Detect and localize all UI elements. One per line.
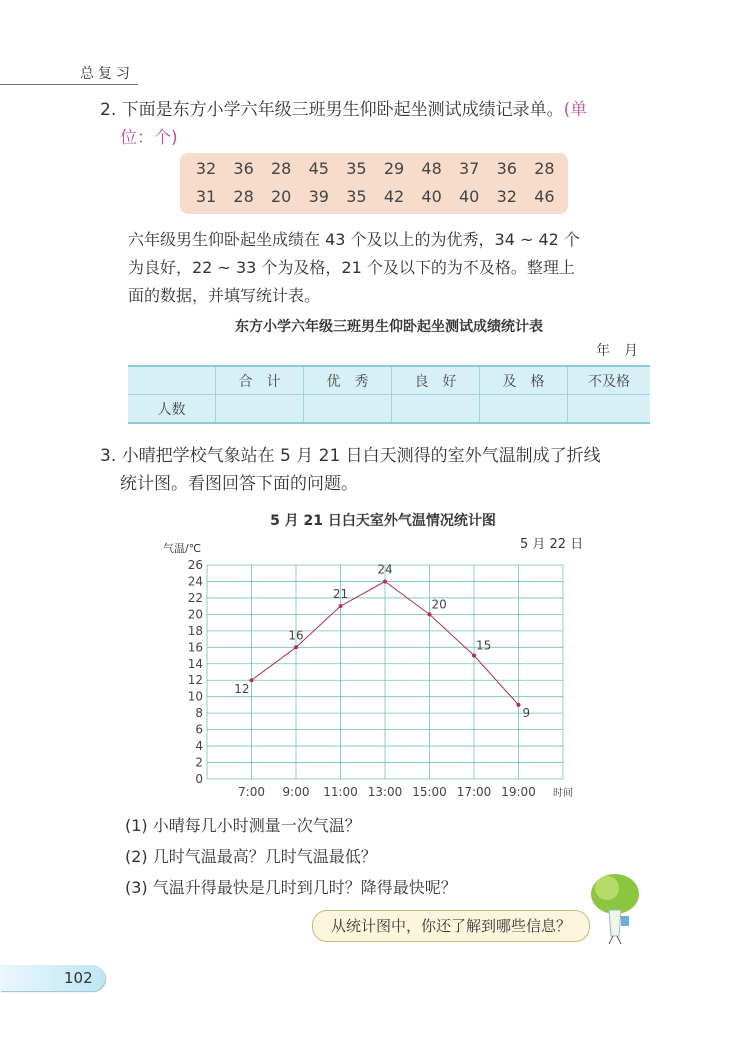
row-label: 人数 [128,395,216,424]
question-2: (2) 几时气温最高？几时气温最低？ [125,847,377,866]
q2-unit: (单 [563,100,588,120]
question-1: (1) 小晴每几小时测量一次气温？ [125,816,361,835]
header-divider [0,84,138,85]
score-value: 40 [459,187,480,206]
data-label: 15 [476,638,492,653]
score-value: 36 [496,159,517,178]
q2-line1: 2. 下面是东方小学六年级三班男生仰卧起坐测试成绩记录单。 [100,100,564,120]
data-label: 16 [288,628,304,643]
data-label: 9 [522,705,531,720]
section-header: 总复习 [80,66,134,82]
score-value: 40 [421,187,442,206]
x-tick-label: 7:00 [238,785,265,799]
chart-date-note: 5 月 22 日 [520,537,584,552]
table-header: 不及格 [568,366,651,395]
blank-cell[interactable] [568,395,651,424]
y-tick-label: 26 [187,558,203,572]
y-tick-label: 22 [187,590,203,605]
y-tick-label: 18 [187,623,203,638]
data-point [517,703,521,707]
y-tick-label: 24 [187,574,203,589]
stats-table [128,365,650,424]
data-point [472,654,476,658]
score-value: 36 [233,159,254,178]
table-header: 及 格 [480,366,568,395]
speech-bubble: 从统计图中，你还了解到哪些信息？ [312,910,590,942]
score-value: 39 [308,187,329,206]
table-header [128,366,216,395]
y-axis-label: 气温/℃ [163,542,202,555]
score-value: 31 [195,187,217,206]
x-tick-label: 17:00 [456,785,492,799]
score-value: 20 [271,187,292,206]
q3-line2: 统计图。看图回答下面的问题。 [120,474,358,494]
para-line: 六年级男生仰卧起坐成绩在 43 个及以上的为优秀，34 ~ 42 个 [128,230,580,249]
para-line: 为良好，22 ~ 33 个为及格，21 个及以下的为不及格。整理上 [128,258,575,277]
blank-cell[interactable] [216,395,304,424]
y-tick-label: 8 [195,706,203,721]
y-tick-label: 2 [195,755,203,770]
y-tick-label: 20 [187,607,203,622]
line-chart [150,555,590,805]
q3-line1: 3. 小晴把学校气象站在 5 月 21 日白天测得的室外气温制成了折线 [100,446,601,466]
blank-cell[interactable] [480,395,568,424]
score-value: 32 [195,159,217,178]
x-tick-label: 9:00 [282,785,310,799]
y-tick-label: 6 [195,722,203,737]
y-tick-label: 4 [195,739,203,754]
score-value: 29 [383,159,405,178]
question-3: (3) 气温升得最快是几时到几时？降得最快呢？ [125,878,457,897]
table-header: 合 计 [216,366,304,395]
table-header: 优 秀 [304,366,392,395]
score-value: 35 [346,187,367,206]
page-number: 102 [64,969,93,987]
q2-paragraph [128,226,653,310]
score-value: 35 [346,159,367,178]
date-label: 年 月 [596,343,638,359]
y-tick-label: 16 [187,640,203,655]
y-tick-label: 12 [187,673,203,688]
data-label: 20 [431,597,447,612]
data-point [250,678,254,682]
para-line: 面的数据，并填写统计表。 [128,286,321,305]
data-point [294,645,298,649]
data-point [428,612,432,616]
table-header: 良 好 [392,366,480,395]
table-title: 东方小学六年级三班男生仰卧起坐测试成绩统计表 [235,319,543,335]
data-label: 21 [332,587,349,602]
x-tick-label: 13:00 [367,785,403,799]
score-value: 46 [534,187,555,206]
y-tick-label: 0 [195,772,203,786]
score-value: 37 [459,159,480,178]
mascot-vegetable-icon [585,872,645,947]
x-tick-label: 19:00 [501,785,536,799]
table-row [128,395,650,424]
score-value: 28 [233,187,254,206]
x-tick-label: 15:00 [412,785,447,799]
score-value: 32 [496,187,517,206]
x-axis-label: 时间 [553,788,573,799]
score-value: 28 [534,159,555,178]
data-point [383,579,387,583]
blank-cell[interactable] [392,395,480,424]
score-value: 28 [271,159,292,178]
data-label: 12 [234,682,250,697]
q2-unit-cont: 位：个) [120,128,178,148]
y-tick-label: 14 [187,656,203,671]
score-value: 45 [308,159,329,178]
blank-cell[interactable] [304,395,392,424]
table-header-row [128,366,650,395]
data-label: 24 [377,562,393,577]
data-point [339,604,343,608]
chart-title: 5 月 21 日白天室外气温情况统计图 [270,513,496,529]
score-value: 48 [421,159,442,178]
y-tick-label: 10 [187,689,203,704]
q2-text [100,96,587,124]
x-tick-label: 11:00 [323,785,358,799]
score-value: 42 [383,187,405,206]
